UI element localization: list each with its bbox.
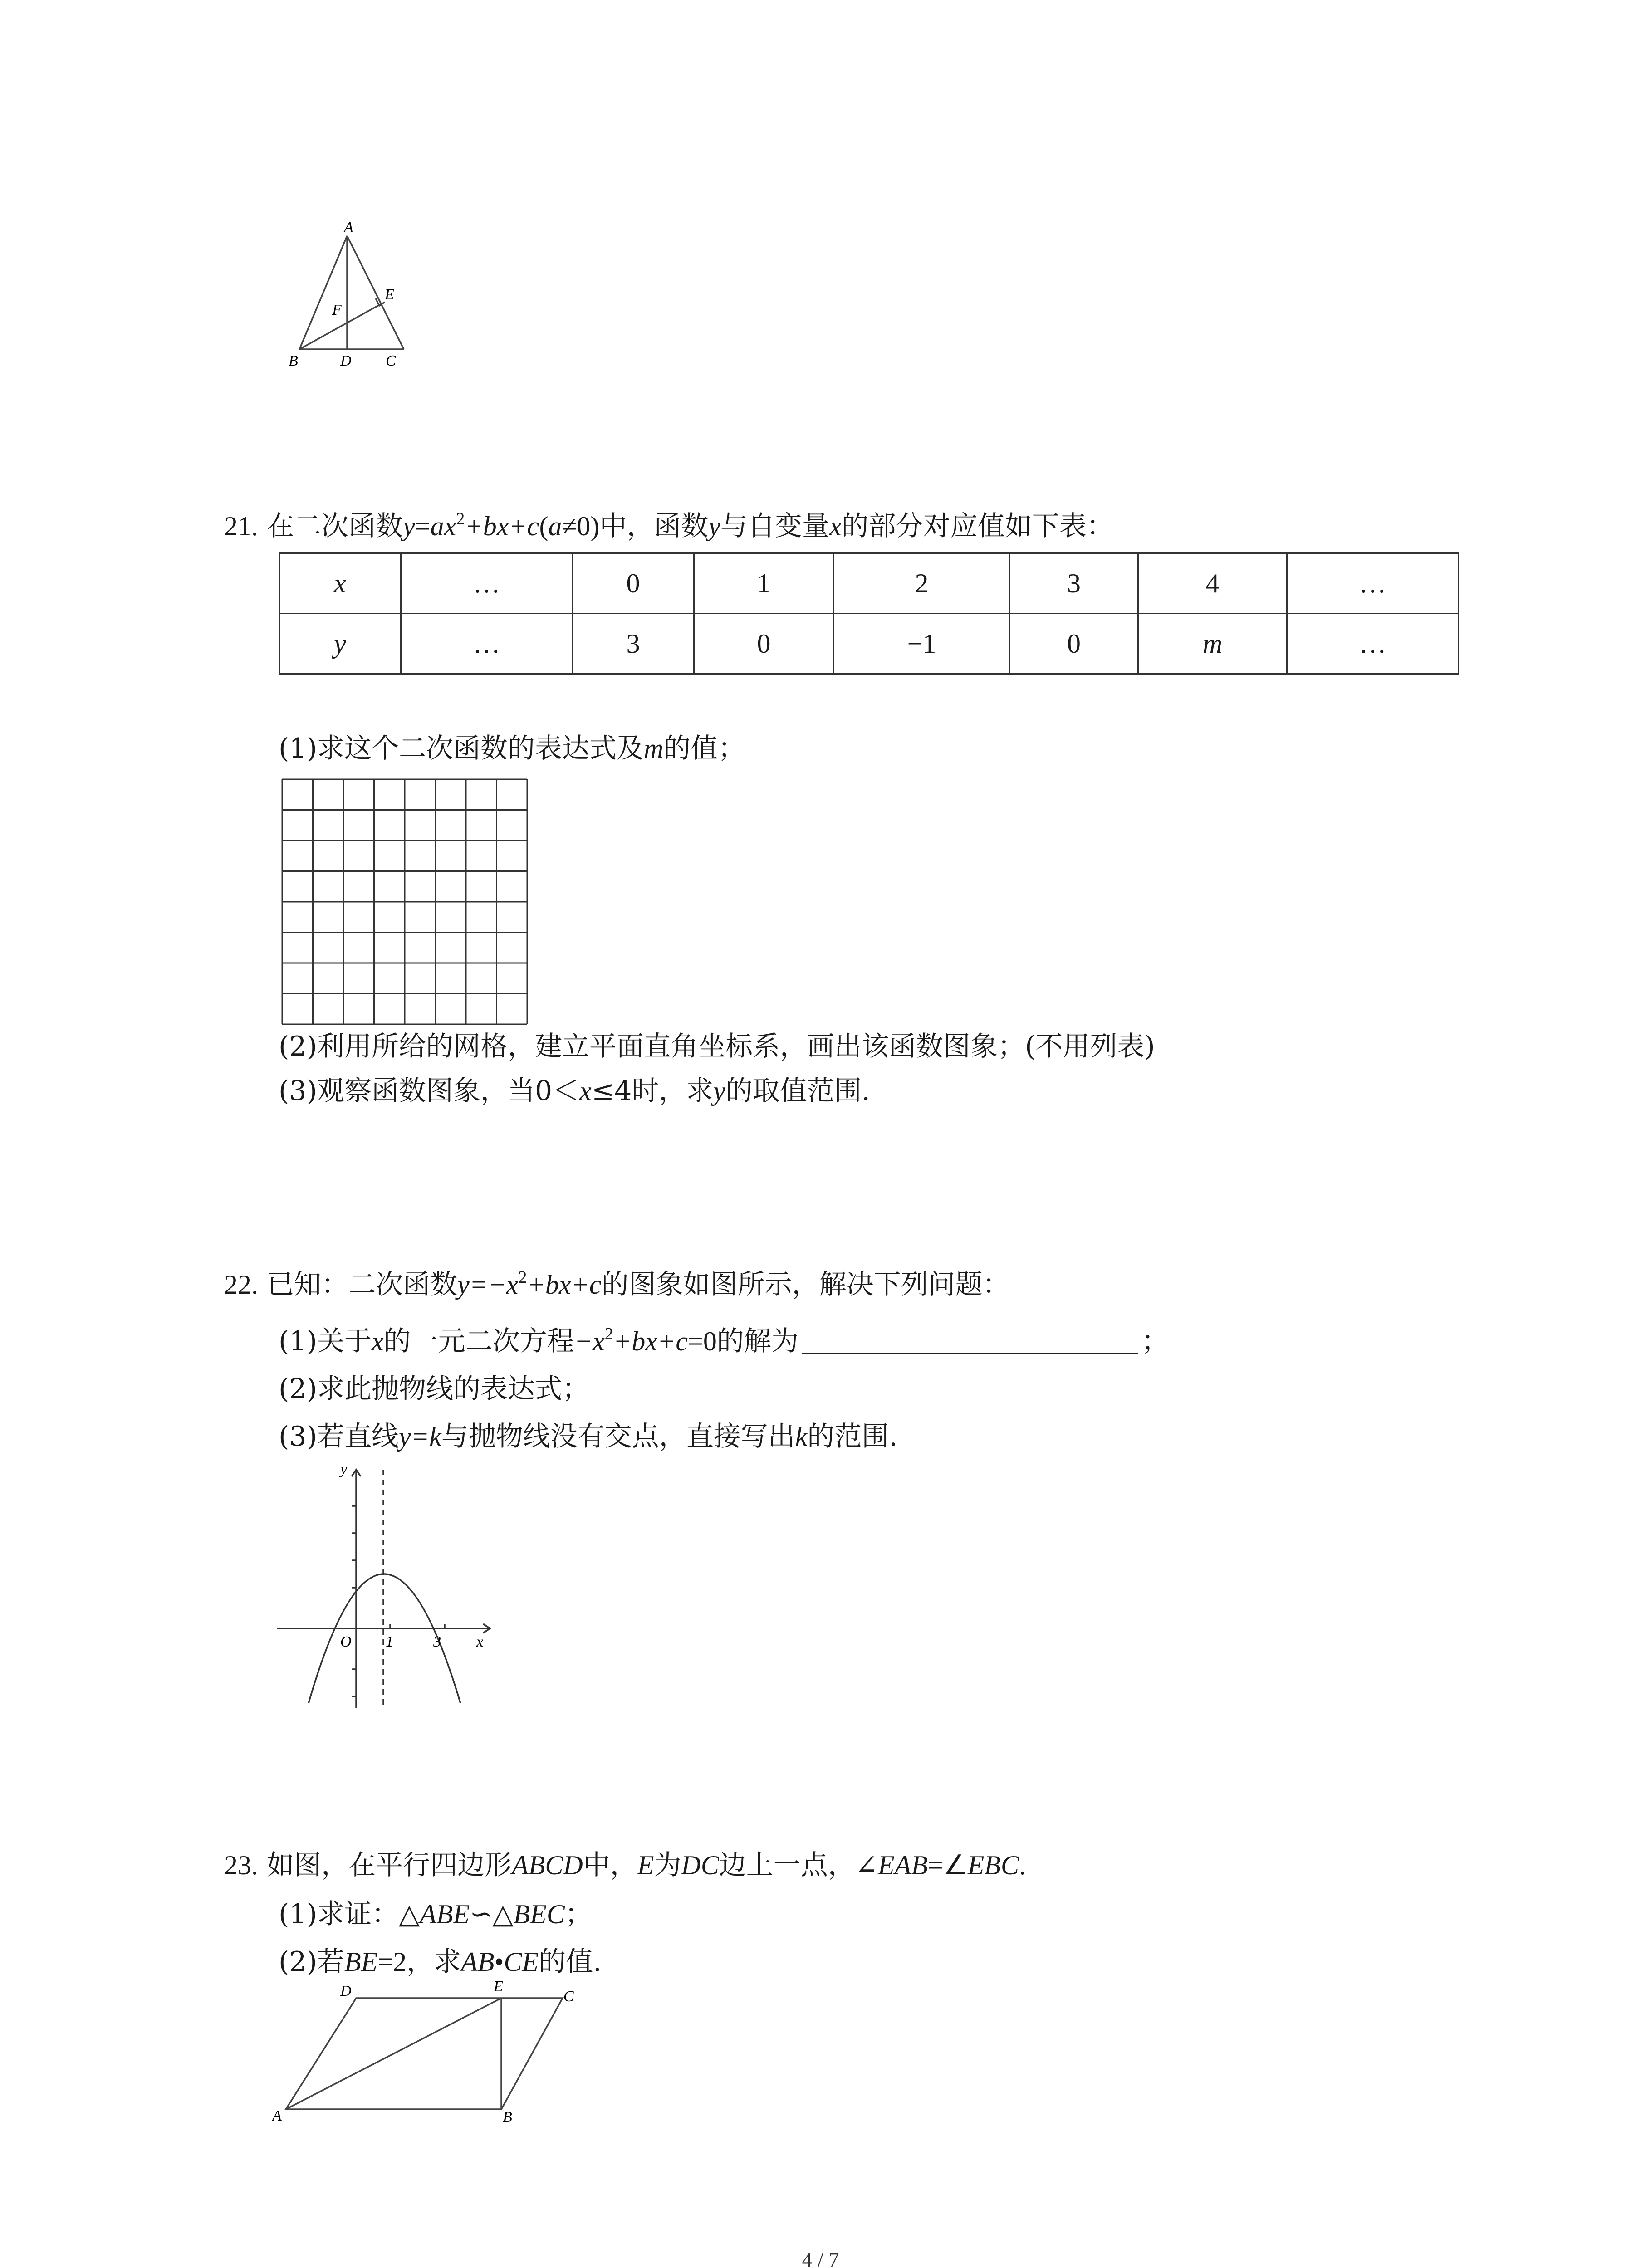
q23-abcd: ABCD <box>512 1850 583 1880</box>
label-F: F <box>332 302 342 318</box>
q21-eq-rest: +bx+c <box>465 511 539 541</box>
answer-grid <box>279 776 531 1028</box>
q22-part3 <box>279 1418 897 1456</box>
table-cell: … <box>1287 553 1459 614</box>
q22-part1-text-3: =0的解为 <box>688 1326 798 1356</box>
q21-cond-a: a <box>548 511 562 541</box>
page-number: 4 / 7 <box>802 2248 839 2268</box>
q22-part1-eq-2: +bx+c <box>613 1326 688 1356</box>
q23-part1-abe: ABE <box>420 1899 470 1929</box>
table-row <box>279 614 1459 674</box>
table-header-y: y <box>279 614 401 674</box>
axis-x-label: x <box>476 1633 484 1650</box>
q21-number: 21. <box>224 511 258 541</box>
label-E: E <box>494 1978 503 1995</box>
q23-number: 23. <box>224 1850 258 1880</box>
q21-text-1: 在二次函数 <box>267 510 403 542</box>
q22-part1-text-2: 的一元二次方程 <box>383 1325 574 1357</box>
table-cell: 3 <box>1010 553 1138 614</box>
q23-stem <box>224 1846 1026 1884</box>
q21-text-4: 的部分对应值如下表： <box>841 510 1114 542</box>
q21-part1-text-2: 的值； <box>663 733 745 764</box>
triangle-figure <box>272 218 417 372</box>
q22-eq: y=−x <box>457 1270 519 1300</box>
parabola-graph <box>277 1461 504 1715</box>
table-cell: … <box>401 614 573 674</box>
q22-part1-x: x <box>372 1326 384 1356</box>
q22-part1-text: (1)关于 <box>279 1325 372 1357</box>
q21-part1 <box>279 729 745 767</box>
parallelogram-figure <box>272 1978 590 2132</box>
q22-eq-sup: 2 <box>518 1268 527 1287</box>
q21-stem <box>224 507 1114 545</box>
q23-text-1: 如图，在平行四边形 <box>267 1849 512 1881</box>
q21-part1-text: (1)求这个二次函数的表达式及 <box>279 733 644 764</box>
q21-var-x: x <box>829 511 842 541</box>
q21-part3-x: x <box>579 1076 592 1106</box>
q21-eq-sup: 2 <box>456 509 465 528</box>
q23-part2-text: (2)若 <box>279 1946 344 1978</box>
q22-part1 <box>279 1322 1169 1360</box>
q22-part3-text-3: 的范围. <box>807 1421 898 1452</box>
table-cell: m <box>1138 614 1287 674</box>
label-B: B <box>503 2109 512 2126</box>
table-header-x: x <box>279 553 401 614</box>
q22-stem <box>224 1266 1010 1304</box>
q23-part1 <box>279 1895 592 1933</box>
label-A: A <box>344 219 353 236</box>
q23-part2-text-3: 的值. <box>539 1946 602 1978</box>
origin-label: O <box>340 1633 352 1650</box>
q23-part2-dot: • <box>494 1947 504 1977</box>
q22-text-2: 的图象如图所示，解决下列问题： <box>601 1269 1010 1300</box>
q22-text-1: 已知：二次函数 <box>267 1269 458 1300</box>
q21-part2 <box>279 1027 1155 1066</box>
label-D: D <box>340 1983 352 1999</box>
q23-text-4: 边上一点，∠ <box>719 1849 878 1881</box>
q23-part2 <box>279 1943 602 1981</box>
q21-part3-text-2: ≤4时，求 <box>591 1075 714 1107</box>
q21-part3 <box>279 1072 870 1110</box>
q23-ebc: EBC <box>967 1850 1019 1880</box>
label-B: B <box>289 352 298 369</box>
q21-eq-y: y <box>403 511 415 541</box>
axis-y-label: y <box>340 1461 348 1478</box>
q23-part2-ab: AB <box>461 1947 495 1977</box>
q21-cond-open: ( <box>539 511 549 541</box>
q21-value-table <box>279 552 1459 675</box>
q21-part3-y: y <box>713 1076 725 1106</box>
table-cell: … <box>401 553 573 614</box>
q23-text-5: =∠ <box>927 1850 968 1880</box>
q21-part1-m: m <box>644 733 664 763</box>
q21-part3-text-3: 的取值范围. <box>725 1075 870 1107</box>
table-cell: 0 <box>573 553 694 614</box>
label-C: C <box>563 1988 574 2005</box>
q22-part1-eq: −x <box>574 1326 605 1356</box>
tick-label-1: 1 <box>386 1633 393 1650</box>
table-cell: 0 <box>1010 614 1138 674</box>
label-A: A <box>272 2107 282 2124</box>
q23-part1-text: (1)求证：△ <box>279 1898 420 1930</box>
q22-part1-end: ； <box>1141 1325 1169 1357</box>
table-cell: 2 <box>834 553 1010 614</box>
table-cell: 3 <box>573 614 694 674</box>
q23-part2-ce: CE <box>504 1947 539 1977</box>
q23-part1-end: ； <box>564 1898 592 1930</box>
q22-number: 22. <box>224 1270 258 1300</box>
q22-part3-k: k <box>795 1422 808 1452</box>
q22-eq-2: +bx+c <box>527 1270 602 1300</box>
q22-part2-text: (2)求此抛物线的表达式； <box>279 1373 589 1405</box>
q23-part2-text-2: =2，求 <box>377 1947 461 1977</box>
table-cell: 1 <box>694 553 834 614</box>
q23-text-6: . <box>1019 1850 1026 1880</box>
q21-part2-text: (2)利用所给的网格，建立平面直角坐标系，画出该函数图象；(不用列表) <box>279 1031 1155 1062</box>
table-cell: −1 <box>834 614 1010 674</box>
q23-text-2: 中， <box>583 1849 637 1881</box>
q22-part1-sup: 2 <box>604 1325 613 1344</box>
q23-dc: DC <box>681 1850 719 1880</box>
q23-part1-sim: ∽△ <box>470 1898 514 1930</box>
table-cell: … <box>1287 614 1459 674</box>
q22-part3-text: (3)若直线 <box>279 1421 399 1452</box>
q23-eab: EAB <box>878 1850 928 1880</box>
q21-eq-eq: = <box>415 511 431 541</box>
label-D: D <box>340 352 352 369</box>
q21-var-y: y <box>708 511 720 541</box>
q23-text-3: 为 <box>654 1849 681 1881</box>
q23-e: E <box>637 1850 654 1880</box>
q23-part2-be: BE <box>344 1947 378 1977</box>
label-E: E <box>385 286 394 303</box>
table-row <box>279 553 1459 614</box>
table-cell: 0 <box>694 614 834 674</box>
tick-label-3: 3 <box>433 1633 441 1650</box>
label-C: C <box>386 352 396 369</box>
q21-part3-text: (3)观察函数图象，当0＜ <box>279 1075 580 1107</box>
q21-text-2: 中，函数 <box>599 510 709 542</box>
q23-part1-bec: BEC <box>513 1899 565 1929</box>
table-cell: 4 <box>1138 553 1287 614</box>
q22-part3-eq: y=k <box>399 1422 441 1452</box>
q22-part2 <box>279 1370 589 1408</box>
q21-cond-rest: ≠0) <box>562 511 600 541</box>
q21-eq-a: ax <box>430 511 456 541</box>
q22-part3-text-2: 与抛物线没有交点，直接写出 <box>441 1421 795 1452</box>
q21-text-3: 与自变量 <box>720 510 829 542</box>
answer-blank[interactable] <box>802 1326 1138 1354</box>
